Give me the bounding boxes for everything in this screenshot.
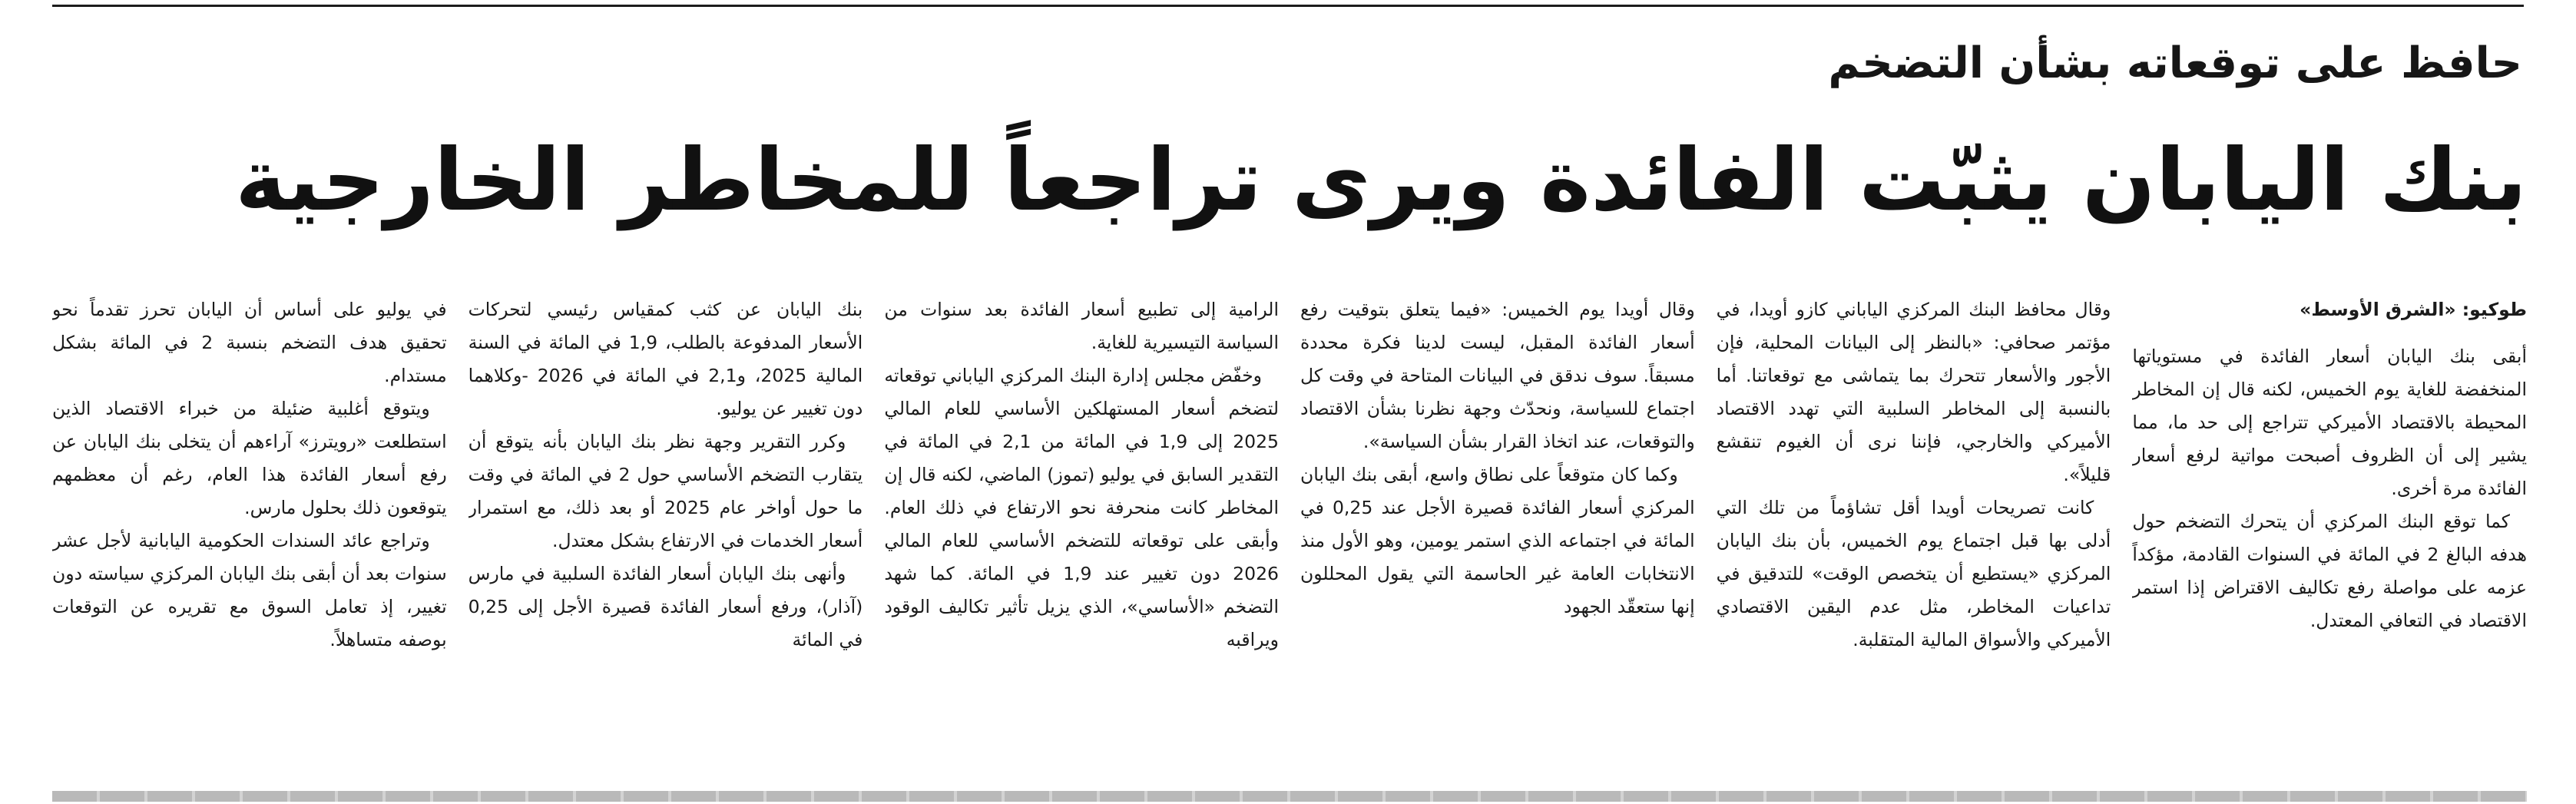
paragraph: وقال أويدا يوم الخميس: «فيما يتعلق بتوقيت رفع أسعار الفائدة المقبل، ليست لدينا فكرة محددة مسبقاً. سوف ندقق في البيانات المتاحة في وقت كل اجتماع للسياسة، ونحدّث وجهة نظرنا بشأن الاقتصاد والتوقعات، عند اتخاذ القرار بشأن السياسة». (1300, 299, 1695, 452)
paragraph: وقال محافظ البنك المركزي الياباني كازو أويدا، في مؤتمر صحافي: «بالنظر إلى البيانات المحلية، فإن الأجور والأسعار تتحرك بما يتماشى مع توقعاتنا. أما بالنسبة إلى المخاطر السلبية التي تهدد الاقتصاد الأميركي والخارجي، فإننا نرى أن الغيوم تنقشع قليلاً». (1716, 299, 2111, 485)
paragraph: في يوليو على أساس أن اليابان تحرز تقدماً نحو تحقيق هدف التضخم بنسبة 2 في المائة بشكل مستدام. (52, 299, 447, 386)
kicker-subheading: حافظ على توقعاته بشأن التضخم (1828, 38, 2522, 88)
paragraph: وأنهى بنك اليابان أسعار الفائدة السلبية في مارس (آذار)، ورفع أسعار الفائدة قصيرة الأجل إلى 0,25 في المائة (468, 563, 863, 650)
paragraph: كانت تصريحات أويدا أقل تشاؤماً من تلك التي أدلى بها قبل اجتماع يوم الخميس، بأن بنك اليابان المركزي «يستطيع أن يتخصص الوقت» للتدقيق في تداعيات المخاطر، مثل عدم اليقين الاقتصادي الأميركي والأسواق المالية المتقلبة. (1716, 497, 2111, 650)
paragraph: ويتوقع أغلبية ضئيلة من خبراء الاقتصاد الذين استطلعت «رويترز» آراءهم أن يتخلى بنك اليابان عن رفع أسعار الفائدة هذا العام، رغم أن معظمهم يتوقعون ذلك بحلول مارس. (52, 398, 447, 518)
article-column-2 (1717, 293, 2111, 754)
paragraph: بنك اليابان عن كثب كمقياس رئيسي لتحركات الأسعار المدفوعة بالطلب، 1,9 في المائة في السنة المالية 2025، و2,1 في المائة في 2026 -وكلاهما دون تغيير عن يوليو. (468, 299, 863, 419)
top-rule (52, 5, 2524, 7)
article-column-5 (469, 293, 863, 754)
paragraph: وكما كان متوقعاً على نطاق واسع، أبقى بنك اليابان المركزي أسعار الفائدة قصيرة الأجل عند 0,25 في المائة في اجتماعه الذي استمر يومين، وهو الأول منذ الانتخابات العامة غير الحاسمة التي يقول المحللون إنها ستعقّد الجهود (1300, 464, 1695, 617)
article-body (52, 293, 2527, 754)
paragraph: وكرر التقرير وجهة نظر بنك اليابان بأنه يتوقع أن يتقارب التضخم الأساسي حول 2 في المائة في وقت ما حول أواخر عام 2025 أو بعد ذلك، مع استمرار أسعار الخدمات في الارتفاع بشكل معتدل. (468, 431, 863, 551)
byline: طوكيو: «الشرق الأوسط» (2300, 299, 2527, 320)
article-column-6 (52, 293, 447, 754)
article-column-3 (1300, 293, 1695, 754)
paragraph: وخفّض مجلس إدارة البنك المركزي الياباني توقعاته لتضخم أسعار المستهلكين الأساسي للعام المالي 2025 إلى 1,9 في المائة من 2,1 في المائة في التقدير السابق في يوليو (تموز) الماضي، لكنه قال إن المخاطر كانت منحرفة نحو الارتفاع في ذلك العام. وأبقى على توقعاته للتضخم الأساسي للعام المالي 2026 دون تغيير عند 1,9 في المائة. كما شهد التضخم «الأساسي»، الذي يزيل تأثير تكاليف الوقود ويراقبه (884, 365, 1279, 650)
paragraph: كما توقع البنك المركزي أن يتحرك التضخم حول هدفه البالغ 2 في المائة في السنوات القادمة، مؤكداً عزمه على مواصلة رفع تكاليف الاقتراض إذا استمر الاقتصاد في التعافي المعتدل. (2132, 511, 2527, 631)
paragraph: وتراجع عائد السندات الحكومية اليابانية لأجل عشر سنوات بعد أن أبقى بنك اليابان المركزي سياسته دون تغيير، إذ تعامل السوق مع تقريره عن التوقعات بوصفه متساهلاً. (52, 530, 447, 650)
article-column-1 (2132, 293, 2527, 754)
paragraph: أبقى بنك اليابان أسعار الفائدة في مستوياتها المنخفضة للغاية يوم الخميس، لكنه قال إن المخاطر المحيطة بالاقتصاد الأميركي تتراجع إلى حد ما، مما يشير إلى أن الظروف أصبحت مواتية لرفع أسعار الفائدة مرة أخرى. (2132, 346, 2527, 499)
paragraph: الرامية إلى تطبيع أسعار الفائدة بعد سنوات من السياسة التيسيرية للغاية. (884, 299, 1279, 353)
article-column-4 (884, 293, 1279, 754)
bottom-decorative-band (52, 791, 2527, 802)
headline: بنك اليابان يثبّت الفائدة ويرى تراجعاً للمخاطر الخارجية (235, 131, 2527, 230)
